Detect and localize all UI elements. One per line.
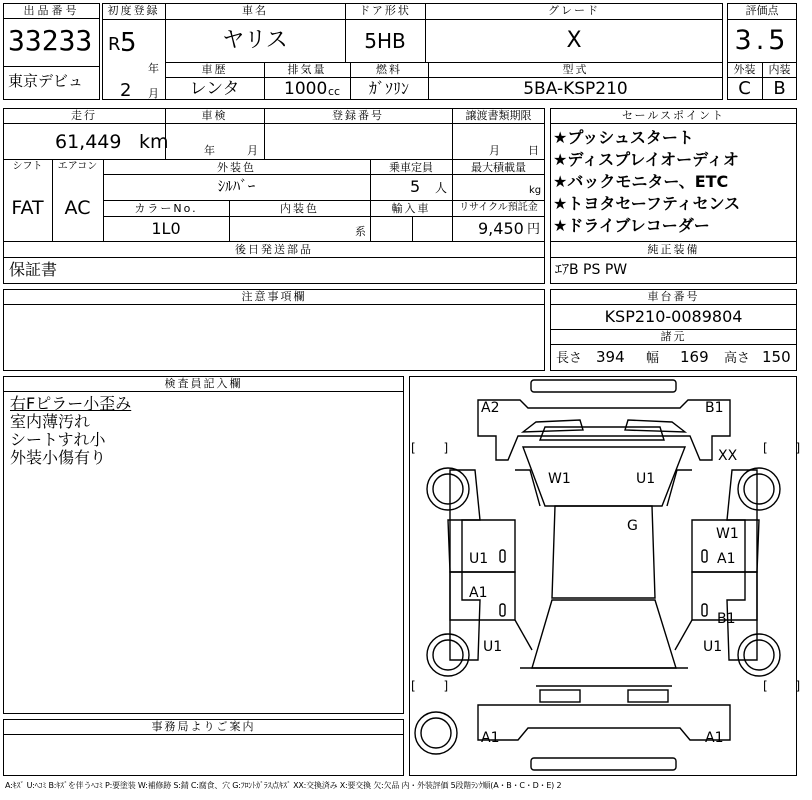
mark-u1-left-rear: U1 (483, 639, 503, 655)
reg-label: 初度登録 (107, 4, 160, 17)
reg-month-unit: 月 (148, 87, 159, 100)
later-parts-label: 後日発送部品 (235, 243, 313, 256)
ext-grade: C (738, 78, 751, 99)
reg-year: 5 (120, 28, 137, 58)
specs-label: 諸元 (660, 330, 687, 343)
mark-u1-right-rear: U1 (703, 639, 723, 655)
int-label: 内装 (768, 63, 791, 76)
height-label: 高さ (724, 351, 751, 366)
history-value: レンタ (189, 79, 240, 99)
history-label: 車歴 (201, 63, 228, 76)
inspector-label: 検査員記入欄 (164, 377, 243, 390)
score-label: 評価点 (745, 4, 779, 17)
recycle-unit: 円 (527, 222, 541, 237)
mark-u1-interior: U1 (636, 471, 656, 487)
car-name: ヤリス (222, 28, 288, 53)
mark-xx: XX (718, 448, 738, 464)
exterior-label: 外装色 (217, 161, 256, 174)
mark-a1-right: A1 (717, 551, 736, 567)
transfer-day-unit: 日 (528, 144, 539, 157)
car-label: 車名 (242, 4, 268, 17)
mark-a2: A2 (481, 400, 500, 416)
recycle-label: リサイクル預託金 (459, 202, 538, 213)
legend-text: A:ｷｽﾞ U:ﾍｺﾐ B:ｷｽﾞを伴うﾍｺﾐ P:要塗装 W:補修跡 S:錆 C:腐食、穴 G:ﾌﾛﾝﾄｶﾞﾗｽ点ｷｽﾞ XX:交換済み X:要交換 欠:欠品 内・外装評価 5段階ﾗﾝｸ順(A・B・C・D・E) 2 (5, 781, 562, 790)
later-parts-value: 保証書 (9, 260, 58, 279)
shift-label: シフト (12, 161, 43, 172)
capacity-unit: 人 (435, 181, 448, 195)
displacement-value: 1000 (284, 79, 328, 99)
inspector-line: 外装小傷有り (10, 448, 107, 467)
bracket-mark: [ ] (411, 679, 461, 693)
fuel-label: 燃料 (376, 63, 402, 76)
model-value: 5BA-KSP210 (523, 79, 628, 99)
inspection-month-unit: 月 (247, 144, 258, 157)
color-no-value: 1L0 (151, 219, 181, 238)
office-label: 事務局よりご案内 (151, 720, 256, 733)
sales-point-item: ★ディスプレイオーディオ (553, 150, 739, 169)
sales-points-label: セールスポイント (621, 109, 725, 122)
displacement-unit: cc (328, 85, 341, 98)
capacity-value: 5 (410, 177, 421, 196)
door-label: ドア形状 (359, 4, 411, 17)
import-label: 輸入車 (391, 202, 431, 215)
chassis-label: 車台番号 (647, 290, 700, 303)
model-label: 型式 (562, 63, 589, 76)
load-label: 最大積載量 (471, 161, 526, 174)
plate-label: 登録番号 (332, 109, 384, 122)
equipment-label: 純正装備 (647, 243, 700, 256)
mileage-unit: km (139, 131, 169, 153)
car-diagram-frame (409, 376, 797, 776)
debut-label: 東京デビュ (8, 72, 84, 90)
capacity-label: 乗車定員 (389, 161, 433, 174)
chassis-number: KSP210-0089804 (604, 307, 743, 326)
mark-w1-interior: W1 (548, 471, 571, 487)
sales-point-item: ★トヨタセーフティセンス (553, 194, 741, 213)
length-label: 長さ (556, 351, 583, 366)
sales-point-item: ★ドライブレコーダー (553, 216, 710, 235)
bracket-mark: [ ] (763, 679, 812, 693)
equipment-value: ｴｱB PS PW (555, 262, 628, 278)
inspector-line: 右Fピラー小歪み (10, 394, 132, 413)
mark-a1-bottom-left: A1 (481, 730, 500, 746)
mark-b1-right: B1 (717, 611, 736, 627)
ext-label: 外装 (733, 63, 756, 76)
fuel-value: ｶﾞｿﾘﾝ (368, 79, 409, 98)
width-label: 幅 (646, 351, 660, 366)
transfer-label: 譲渡書類期限 (465, 109, 532, 122)
lot-label: 出品番号 (4, 4, 99, 19)
grade-label: グレード (548, 4, 600, 17)
color-no-label: カラーNo. (134, 202, 198, 215)
sales-point-item: ★バックモニター、ETC (553, 172, 729, 191)
mark-w1-right: W1 (716, 526, 739, 542)
transfer-month-unit: 月 (489, 144, 500, 157)
inspection-label: 車検 (201, 109, 228, 122)
reg-month: 2 (120, 80, 132, 101)
displacement-label: 排気量 (287, 63, 327, 76)
mileage-label: 走行 (71, 109, 97, 122)
height-value: 150 (762, 348, 791, 366)
lot-number: 33233 (8, 24, 93, 57)
mark-a1-left: A1 (469, 585, 488, 601)
recycle-value: 9,450 (478, 219, 524, 238)
grade-value: X (566, 28, 582, 53)
shift-value: FAT (11, 197, 44, 219)
int-grade: B (773, 78, 786, 99)
door-type: 5HB (364, 29, 406, 53)
width-value: 169 (680, 348, 709, 366)
inspector-line: 室内薄汚れ (10, 412, 91, 431)
length-value: 394 (596, 348, 625, 366)
inspection-year-unit: 年 (204, 144, 215, 157)
mark-a1-bottom-right: A1 (705, 730, 724, 746)
score-value: 3.5 (734, 25, 790, 56)
ac-label: エアコン (57, 161, 98, 172)
mark-g: G (627, 518, 638, 534)
interior-label: 内装色 (280, 202, 319, 215)
reg-era: R (108, 34, 121, 55)
load-unit: kg (529, 185, 542, 196)
interior-unit: 系 (355, 225, 366, 238)
mileage-value: 61,449 (55, 131, 122, 153)
ac-value: AC (64, 197, 91, 219)
notes-label: 注意事項欄 (241, 290, 307, 303)
reg-year-unit: 年 (148, 62, 159, 75)
mark-b1-top: B1 (705, 400, 724, 416)
sales-point-item: ★プッシュスタート (553, 128, 694, 147)
inspector-line: シートすれ小 (10, 430, 106, 449)
bracket-mark: [ ] (763, 441, 812, 455)
mark-u1-left: U1 (469, 551, 489, 567)
bracket-mark: [ ] (411, 441, 461, 455)
exterior-value: ｼﾙﾊﾞｰ (217, 177, 256, 195)
